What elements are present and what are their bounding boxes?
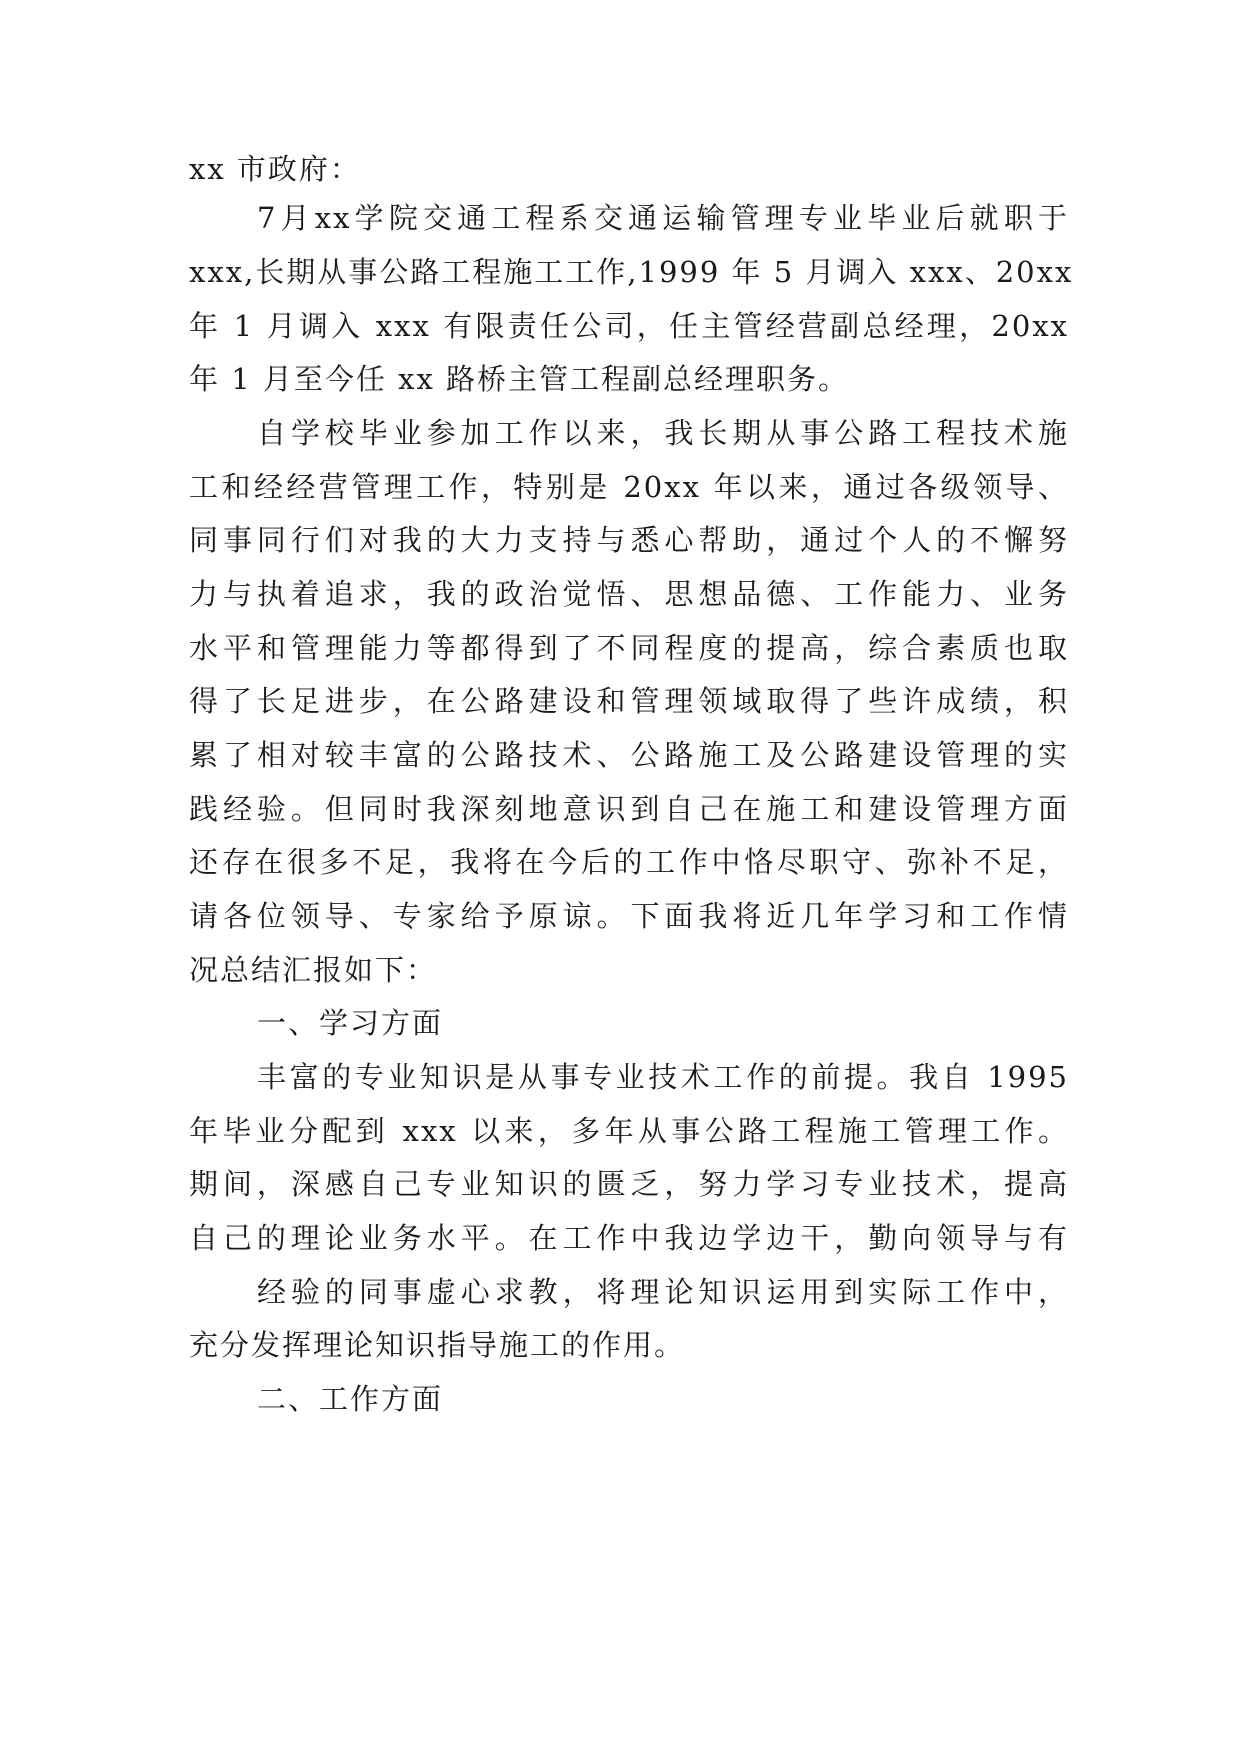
section-heading-study: 一、学习方面: [257, 1006, 444, 1040]
paragraph-line: 水平和管理能力等都得到了不同程度的提高，综合素质也取: [189, 631, 1069, 665]
paragraph-line: 还存在很多不足，我将在今后的工作中恪尽职守、弥补不足，: [189, 845, 1069, 879]
paragraph-line: 7月xx学院交通工程系交通运输管理专业毕业后就职于: [257, 201, 1069, 235]
paragraph-line: 自己的理论业务水平。在工作中我边学边干，勤向领导与有: [189, 1221, 1069, 1255]
salutation: xx 市政府：: [189, 152, 361, 186]
paragraph-line: 力与执着追求，我的政治觉悟、思想品德、工作能力、业务: [189, 577, 1069, 611]
paragraph-line: 同事同行们对我的大力支持与悉心帮助，通过个人的不懈努: [189, 523, 1069, 557]
paragraph-line: 年 1 月调入 xxx 有限责任公司，任主管经营副总经理，20xx: [189, 309, 1069, 343]
paragraph-line: 丰富的专业知识是从事专业技术工作的前提。我自 1995: [257, 1060, 1069, 1094]
paragraph-line: 请各位领导、专家给予原谅。下面我将近几年学习和工作情: [189, 899, 1069, 933]
section-heading-work: 二、工作方面: [257, 1382, 444, 1416]
paragraph-line: 期间，深感自己专业知识的匮乏，努力学习专业技术，提高: [189, 1167, 1069, 1201]
paragraph-line: 践经验。但同时我深刻地意识到自己在施工和建设管理方面: [189, 792, 1069, 826]
paragraph-line: 经验的同事虚心求教，将理论知识运用到实际工作中，: [257, 1275, 1069, 1309]
paragraph-line: xxx,长期从事公路工程施工工作,1999 年 5 月调入 xxx、20xx: [189, 255, 1074, 289]
paragraph-line: 年毕业分配到 xxx 以来，多年从事公路工程施工管理工作。: [189, 1114, 1069, 1148]
paragraph-line: 自学校毕业参加工作以来，我长期从事公路工程技术施: [257, 416, 1069, 450]
paragraph-line: 得了长足进步，在公路建设和管理领域取得了些许成绩，积: [189, 684, 1069, 718]
paragraph-line: 工和经经营管理工作，特别是 20xx 年以来，通过各级领导、: [189, 470, 1069, 504]
paragraph-line: 况总结汇报如下：: [189, 953, 438, 987]
paragraph-line: 累了相对较丰富的公路技术、公路施工及公路建设管理的实: [189, 738, 1069, 772]
paragraph-line: 年 1 月至今任 xx 路桥主管工程副总经理职务。: [189, 362, 850, 396]
paragraph-line: 充分发挥理论知识指导施工的作用。: [189, 1328, 686, 1362]
